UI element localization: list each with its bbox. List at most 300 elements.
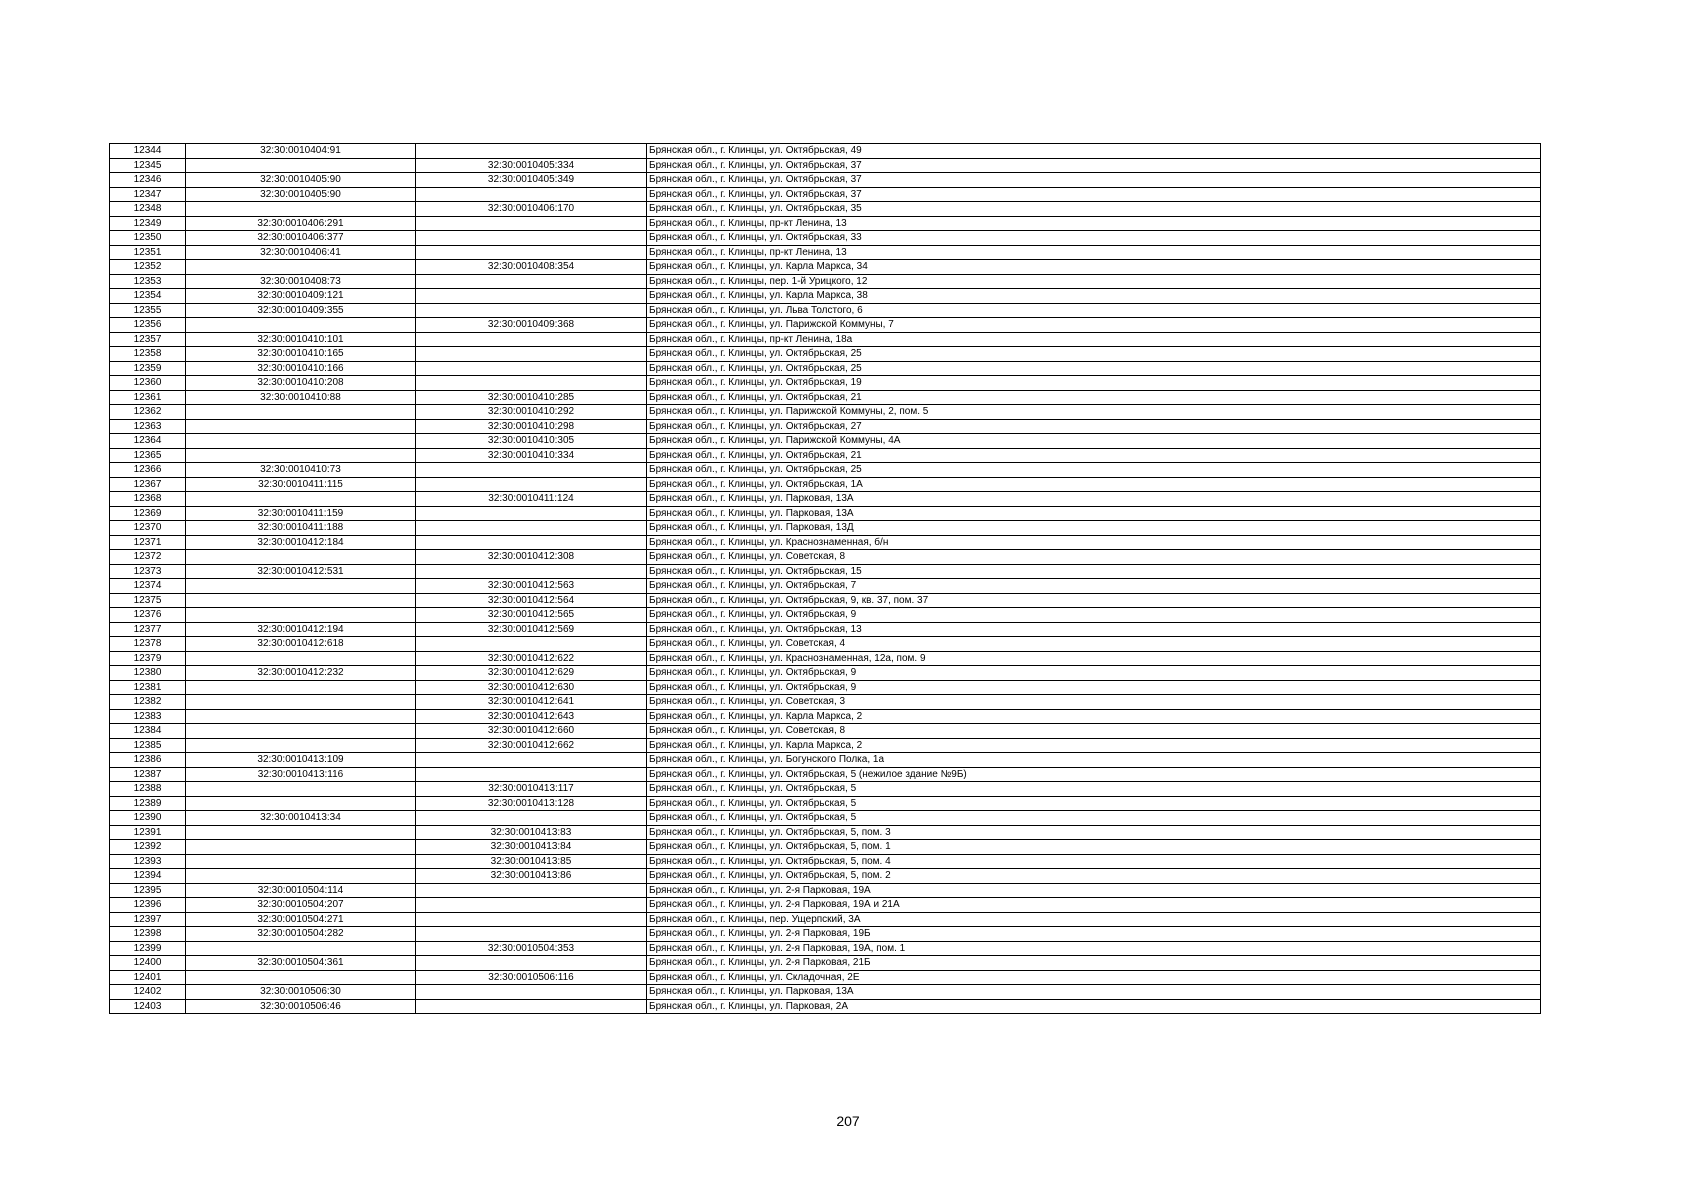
row-number-cell: 12357: [110, 332, 186, 347]
row-number-cell: 12360: [110, 376, 186, 391]
table-row: [110, 724, 1541, 739]
cadastral-number-cell: [186, 941, 416, 956]
row-number-cell: 12371: [110, 535, 186, 550]
table-row: [110, 782, 1541, 797]
table-row: [110, 608, 1541, 623]
address-cell: Брянская обл., г. Клинцы, ул. Парковая, 13А: [647, 985, 1541, 1000]
address-cell: Брянская обл., г. Клинцы, ул. Октябрьская, 9: [647, 666, 1541, 681]
address-cell: Брянская обл., г. Клинцы, ул. Октябрьская, 37: [647, 173, 1541, 188]
cadastral-number-cell: [186, 724, 416, 739]
related-cadastral-number-cell: [416, 521, 647, 536]
table-row: [110, 811, 1541, 826]
row-number-cell: 12353: [110, 274, 186, 289]
related-cadastral-number-cell: [416, 274, 647, 289]
row-number-cell: 12401: [110, 970, 186, 985]
row-number-cell: 12365: [110, 448, 186, 463]
cadastral-number-cell: [186, 680, 416, 695]
address-cell: Брянская обл., г. Клинцы, ул. Октябрьская, 9: [647, 680, 1541, 695]
table-row: [110, 492, 1541, 507]
table-row: [110, 593, 1541, 608]
address-cell: Брянская обл., г. Клинцы, ул. Складочная, 2Е: [647, 970, 1541, 985]
row-number-cell: 12389: [110, 796, 186, 811]
table-row: [110, 941, 1541, 956]
related-cadastral-number-cell: [416, 898, 647, 913]
row-number-cell: 12368: [110, 492, 186, 507]
table-row: [110, 738, 1541, 753]
cadastral-number-cell: [186, 782, 416, 797]
table-row: [110, 405, 1541, 420]
cadastral-number-cell: 32:30:0010413:109: [186, 753, 416, 768]
related-cadastral-number-cell: [416, 231, 647, 246]
cadastral-number-cell: 32:30:0010410:208: [186, 376, 416, 391]
table-row: [110, 999, 1541, 1014]
row-number-cell: 12375: [110, 593, 186, 608]
table-row: [110, 477, 1541, 492]
table-row: [110, 637, 1541, 652]
row-number-cell: 12392: [110, 840, 186, 855]
address-cell: Брянская обл., г. Клинцы, ул. Октябрьская, 9: [647, 608, 1541, 623]
related-cadastral-number-cell: [416, 216, 647, 231]
table-row: [110, 970, 1541, 985]
address-cell: Брянская обл., г. Клинцы, ул. 2-я Парковая, 19А, пом. 1: [647, 941, 1541, 956]
related-cadastral-number-cell: 32:30:0010413:85: [416, 854, 647, 869]
address-cell: Брянская обл., г. Клинцы, ул. Карла Маркса, 38: [647, 289, 1541, 304]
table-row: [110, 753, 1541, 768]
cadastral-number-cell: 32:30:0010405:90: [186, 173, 416, 188]
related-cadastral-number-cell: [416, 985, 647, 1000]
row-number-cell: 12395: [110, 883, 186, 898]
cadastral-number-cell: [186, 492, 416, 507]
row-number-cell: 12351: [110, 245, 186, 260]
address-cell: Брянская обл., г. Клинцы, ул. Октябрьская, 25: [647, 361, 1541, 376]
related-cadastral-number-cell: [416, 912, 647, 927]
cadastral-number-cell: 32:30:0010412:184: [186, 535, 416, 550]
cadastral-number-cell: 32:30:0010405:90: [186, 187, 416, 202]
related-cadastral-number-cell: [416, 463, 647, 478]
table-row: [110, 376, 1541, 391]
address-cell: Брянская обл., г. Клинцы, ул. 2-я Парковая, 19А и 21А: [647, 898, 1541, 913]
related-cadastral-number-cell: [416, 187, 647, 202]
row-number-cell: 12385: [110, 738, 186, 753]
cadastral-number-cell: [186, 651, 416, 666]
address-cell: Брянская обл., г. Клинцы, ул. Карла Маркса, 2: [647, 709, 1541, 724]
table-row: [110, 883, 1541, 898]
table-row: [110, 245, 1541, 260]
table-row: [110, 144, 1541, 159]
address-cell: Брянская обл., г. Клинцы, ул. Октябрьская, 21: [647, 448, 1541, 463]
row-number-cell: 12383: [110, 709, 186, 724]
related-cadastral-number-cell: 32:30:0010412:563: [416, 579, 647, 594]
address-cell: Брянская обл., г. Клинцы, ул. Октябрьская, 19: [647, 376, 1541, 391]
address-cell: Брянская обл., г. Клинцы, ул. Богунского Полка, 1а: [647, 753, 1541, 768]
row-number-cell: 12387: [110, 767, 186, 782]
address-cell: Брянская обл., г. Клинцы, ул. Октябрьская, 13: [647, 622, 1541, 637]
row-number-cell: 12344: [110, 144, 186, 159]
cadastral-number-cell: 32:30:0010406:377: [186, 231, 416, 246]
cadastral-number-cell: 32:30:0010504:282: [186, 927, 416, 942]
address-cell: Брянская обл., г. Клинцы, ул. Карла Маркса, 34: [647, 260, 1541, 275]
address-cell: Брянская обл., г. Клинцы, ул. Краснознаменная, б/н: [647, 535, 1541, 550]
row-number-cell: 12354: [110, 289, 186, 304]
cadastral-number-cell: 32:30:0010408:73: [186, 274, 416, 289]
related-cadastral-number-cell: 32:30:0010413:86: [416, 869, 647, 884]
row-number-cell: 12376: [110, 608, 186, 623]
table-row: [110, 927, 1541, 942]
related-cadastral-number-cell: [416, 637, 647, 652]
related-cadastral-number-cell: [416, 361, 647, 376]
cadastral-number-cell: 32:30:0010506:46: [186, 999, 416, 1014]
related-cadastral-number-cell: 32:30:0010412:641: [416, 695, 647, 710]
row-number-cell: 12379: [110, 651, 186, 666]
row-number-cell: 12374: [110, 579, 186, 594]
row-number-cell: 12346: [110, 173, 186, 188]
row-number-cell: 12403: [110, 999, 186, 1014]
row-number-cell: 12369: [110, 506, 186, 521]
address-cell: Брянская обл., г. Клинцы, ул. Октябрьская, 5: [647, 782, 1541, 797]
address-cell: Брянская обл., г. Клинцы, ул. Октябрьская, 25: [647, 347, 1541, 362]
cadastral-number-cell: 32:30:0010411:115: [186, 477, 416, 492]
cadastral-number-cell: 32:30:0010504:207: [186, 898, 416, 913]
related-cadastral-number-cell: [416, 332, 647, 347]
row-number-cell: 12393: [110, 854, 186, 869]
cadastral-number-cell: 32:30:0010413:34: [186, 811, 416, 826]
cadastral-number-cell: 32:30:0010504:114: [186, 883, 416, 898]
table-row: [110, 506, 1541, 521]
related-cadastral-number-cell: 32:30:0010412:565: [416, 608, 647, 623]
row-number-cell: 12380: [110, 666, 186, 681]
row-number-cell: 12370: [110, 521, 186, 536]
table-row: [110, 521, 1541, 536]
table-row: [110, 767, 1541, 782]
cadastral-number-cell: 32:30:0010412:232: [186, 666, 416, 681]
cadastral-number-cell: 32:30:0010411:188: [186, 521, 416, 536]
cadastral-number-cell: [186, 318, 416, 333]
row-number-cell: 12391: [110, 825, 186, 840]
table-row: [110, 463, 1541, 478]
address-cell: Брянская обл., г. Клинцы, ул. Октябрьская, 5: [647, 796, 1541, 811]
cadastral-number-cell: [186, 854, 416, 869]
related-cadastral-number-cell: 32:30:0010413:128: [416, 796, 647, 811]
cadastral-number-cell: [186, 550, 416, 565]
cadastral-number-cell: [186, 260, 416, 275]
related-cadastral-number-cell: 32:30:0010410:305: [416, 434, 647, 449]
row-number-cell: 12352: [110, 260, 186, 275]
table-row: [110, 651, 1541, 666]
related-cadastral-number-cell: [416, 506, 647, 521]
address-cell: Брянская обл., г. Клинцы, ул. Карла Маркса, 2: [647, 738, 1541, 753]
related-cadastral-number-cell: [416, 811, 647, 826]
cadastral-number-cell: 32:30:0010410:166: [186, 361, 416, 376]
cadastral-number-cell: 32:30:0010413:116: [186, 767, 416, 782]
address-cell: Брянская обл., г. Клинцы, ул. Октябрьская, 27: [647, 419, 1541, 434]
cadastral-number-cell: [186, 970, 416, 985]
cadastral-number-cell: [186, 796, 416, 811]
row-number-cell: 12396: [110, 898, 186, 913]
row-number-cell: 12364: [110, 434, 186, 449]
cadastral-number-cell: 32:30:0010504:271: [186, 912, 416, 927]
related-cadastral-number-cell: 32:30:0010405:334: [416, 158, 647, 173]
table-row: [110, 231, 1541, 246]
cadastral-number-cell: [186, 202, 416, 217]
row-number-cell: 12378: [110, 637, 186, 652]
table-row: [110, 332, 1541, 347]
address-cell: Брянская обл., г. Клинцы, ул. Советская, 3: [647, 695, 1541, 710]
related-cadastral-number-cell: [416, 753, 647, 768]
table-row: [110, 303, 1541, 318]
row-number-cell: 12349: [110, 216, 186, 231]
related-cadastral-number-cell: 32:30:0010405:349: [416, 173, 647, 188]
cadastral-number-cell: 32:30:0010409:121: [186, 289, 416, 304]
row-number-cell: 12362: [110, 405, 186, 420]
related-cadastral-number-cell: 32:30:0010412:564: [416, 593, 647, 608]
table-row: [110, 840, 1541, 855]
table-row: [110, 202, 1541, 217]
table-row: [110, 898, 1541, 913]
property-table-body: [110, 144, 1541, 1014]
row-number-cell: 12400: [110, 956, 186, 971]
address-cell: Брянская обл., г. Клинцы, ул. Советская, 4: [647, 637, 1541, 652]
address-cell: Брянская обл., г. Клинцы, ул. Октябрьская, 5, пом. 4: [647, 854, 1541, 869]
table-row: [110, 274, 1541, 289]
related-cadastral-number-cell: 32:30:0010410:285: [416, 390, 647, 405]
row-number-cell: 12347: [110, 187, 186, 202]
address-cell: Брянская обл., г. Клинцы, ул. Октябрьская, 5 (нежилое здание №9Б): [647, 767, 1541, 782]
related-cadastral-number-cell: [416, 245, 647, 260]
table-row: [110, 260, 1541, 275]
address-cell: Брянская обл., г. Клинцы, ул. Октябрьская, 25: [647, 463, 1541, 478]
row-number-cell: 12356: [110, 318, 186, 333]
cadastral-number-cell: [186, 738, 416, 753]
table-row: [110, 564, 1541, 579]
table-row: [110, 622, 1541, 637]
cadastral-number-cell: 32:30:0010504:361: [186, 956, 416, 971]
row-number-cell: 12345: [110, 158, 186, 173]
address-cell: Брянская обл., г. Клинцы, ул. Октябрьская, 7: [647, 579, 1541, 594]
page-number: 207: [836, 1113, 860, 1129]
related-cadastral-number-cell: [416, 535, 647, 550]
cadastral-number-cell: [186, 709, 416, 724]
cadastral-number-cell: 32:30:0010412:531: [186, 564, 416, 579]
address-cell: Брянская обл., г. Клинцы, ул. 2-я Парковая, 21Б: [647, 956, 1541, 971]
address-cell: Брянская обл., г. Клинцы, ул. Советская, 8: [647, 724, 1541, 739]
row-number-cell: 12386: [110, 753, 186, 768]
related-cadastral-number-cell: [416, 144, 647, 159]
row-number-cell: 12394: [110, 869, 186, 884]
related-cadastral-number-cell: 32:30:0010412:569: [416, 622, 647, 637]
table-row: [110, 158, 1541, 173]
row-number-cell: 12366: [110, 463, 186, 478]
address-cell: Брянская обл., г. Клинцы, ул. Октябрьская, 37: [647, 187, 1541, 202]
row-number-cell: 12377: [110, 622, 186, 637]
table-row: [110, 390, 1541, 405]
address-cell: Брянская обл., г. Клинцы, ул. Советская, 8: [647, 550, 1541, 565]
table-row: [110, 347, 1541, 362]
related-cadastral-number-cell: 32:30:0010412:660: [416, 724, 647, 739]
row-number-cell: 12363: [110, 419, 186, 434]
related-cadastral-number-cell: 32:30:0010412:630: [416, 680, 647, 695]
cadastral-number-cell: [186, 434, 416, 449]
address-cell: Брянская обл., г. Клинцы, ул. Парижской Коммуны, 4А: [647, 434, 1541, 449]
cadastral-number-cell: [186, 405, 416, 420]
property-table: [109, 143, 1541, 1014]
address-cell: Брянская обл., г. Клинцы, ул. Краснознаменная, 12а, пом. 9: [647, 651, 1541, 666]
table-row: [110, 956, 1541, 971]
cadastral-number-cell: 32:30:0010410:101: [186, 332, 416, 347]
row-number-cell: 12361: [110, 390, 186, 405]
address-cell: Брянская обл., г. Клинцы, ул. Октябрьская, 15: [647, 564, 1541, 579]
cadastral-number-cell: [186, 695, 416, 710]
cadastral-number-cell: 32:30:0010410:73: [186, 463, 416, 478]
related-cadastral-number-cell: [416, 883, 647, 898]
address-cell: Брянская обл., г. Клинцы, ул. Парижской Коммуны, 2, пом. 5: [647, 405, 1541, 420]
cadastral-number-cell: [186, 869, 416, 884]
related-cadastral-number-cell: 32:30:0010413:84: [416, 840, 647, 855]
related-cadastral-number-cell: [416, 376, 647, 391]
row-number-cell: 12381: [110, 680, 186, 695]
address-cell: Брянская обл., г. Клинцы, ул. 2-я Парковая, 19Б: [647, 927, 1541, 942]
cadastral-number-cell: 32:30:0010406:291: [186, 216, 416, 231]
cadastral-number-cell: 32:30:0010409:355: [186, 303, 416, 318]
related-cadastral-number-cell: [416, 303, 647, 318]
row-number-cell: 12382: [110, 695, 186, 710]
related-cadastral-number-cell: [416, 927, 647, 942]
table-row: [110, 289, 1541, 304]
related-cadastral-number-cell: 32:30:0010408:354: [416, 260, 647, 275]
cadastral-number-cell: [186, 825, 416, 840]
address-cell: Брянская обл., г. Клинцы, пр-кт Ленина, 13: [647, 216, 1541, 231]
related-cadastral-number-cell: 32:30:0010413:117: [416, 782, 647, 797]
address-cell: Брянская обл., г. Клинцы, ул. Октябрьская, 5, пом. 1: [647, 840, 1541, 855]
address-cell: Брянская обл., г. Клинцы, ул. Парковая, 13А: [647, 492, 1541, 507]
related-cadastral-number-cell: [416, 999, 647, 1014]
address-cell: Брянская обл., г. Клинцы, ул. Парковая, 13Д: [647, 521, 1541, 536]
related-cadastral-number-cell: [416, 347, 647, 362]
row-number-cell: 12390: [110, 811, 186, 826]
address-cell: Брянская обл., г. Клинцы, ул. Октябрьская, 49: [647, 144, 1541, 159]
table-row: [110, 869, 1541, 884]
table-row: [110, 796, 1541, 811]
cadastral-number-cell: 32:30:0010410:165: [186, 347, 416, 362]
row-number-cell: 12388: [110, 782, 186, 797]
table-row: [110, 695, 1541, 710]
related-cadastral-number-cell: 32:30:0010409:368: [416, 318, 647, 333]
table-row: [110, 448, 1541, 463]
address-cell: Брянская обл., г. Клинцы, ул. Парковая, 2А: [647, 999, 1541, 1014]
cadastral-number-cell: [186, 579, 416, 594]
row-number-cell: 12355: [110, 303, 186, 318]
table-row: [110, 854, 1541, 869]
related-cadastral-number-cell: 32:30:0010410:334: [416, 448, 647, 463]
related-cadastral-number-cell: 32:30:0010406:170: [416, 202, 647, 217]
related-cadastral-number-cell: [416, 289, 647, 304]
row-number-cell: 12358: [110, 347, 186, 362]
cadastral-number-cell: 32:30:0010404:91: [186, 144, 416, 159]
row-number-cell: 12398: [110, 927, 186, 942]
address-cell: Брянская обл., г. Клинцы, пер. 1-й Урицкого, 12: [647, 274, 1541, 289]
row-number-cell: 12350: [110, 231, 186, 246]
cadastral-number-cell: 32:30:0010412:194: [186, 622, 416, 637]
related-cadastral-number-cell: 32:30:0010410:292: [416, 405, 647, 420]
address-cell: Брянская обл., г. Клинцы, ул. Октябрьская, 5, пом. 3: [647, 825, 1541, 840]
table-row: [110, 419, 1541, 434]
table-row: [110, 173, 1541, 188]
row-number-cell: 12399: [110, 941, 186, 956]
address-cell: Брянская обл., г. Клинцы, ул. Октябрьская, 9, кв. 37, пом. 37: [647, 593, 1541, 608]
related-cadastral-number-cell: [416, 564, 647, 579]
related-cadastral-number-cell: 32:30:0010506:116: [416, 970, 647, 985]
related-cadastral-number-cell: 32:30:0010504:353: [416, 941, 647, 956]
cadastral-number-cell: [186, 158, 416, 173]
row-number-cell: 12372: [110, 550, 186, 565]
related-cadastral-number-cell: [416, 956, 647, 971]
address-cell: Брянская обл., г. Клинцы, ул. Парковая, 13А: [647, 506, 1541, 521]
cadastral-number-cell: [186, 448, 416, 463]
row-number-cell: 12373: [110, 564, 186, 579]
cadastral-number-cell: [186, 419, 416, 434]
address-cell: Брянская обл., г. Клинцы, ул. Октябрьская, 33: [647, 231, 1541, 246]
table-row: [110, 187, 1541, 202]
table-row: [110, 318, 1541, 333]
address-cell: Брянская обл., г. Клинцы, ул. Льва Толстого, 6: [647, 303, 1541, 318]
cadastral-number-cell: 32:30:0010410:88: [186, 390, 416, 405]
related-cadastral-number-cell: 32:30:0010412:622: [416, 651, 647, 666]
table-row: [110, 985, 1541, 1000]
related-cadastral-number-cell: 32:30:0010411:124: [416, 492, 647, 507]
table-row: [110, 535, 1541, 550]
related-cadastral-number-cell: 32:30:0010412:662: [416, 738, 647, 753]
table-row: [110, 434, 1541, 449]
related-cadastral-number-cell: 32:30:0010410:298: [416, 419, 647, 434]
table-row: [110, 216, 1541, 231]
related-cadastral-number-cell: [416, 767, 647, 782]
related-cadastral-number-cell: [416, 477, 647, 492]
cadastral-number-cell: [186, 593, 416, 608]
row-number-cell: 12348: [110, 202, 186, 217]
related-cadastral-number-cell: 32:30:0010412:308: [416, 550, 647, 565]
address-cell: Брянская обл., г. Клинцы, ул. Октябрьская, 37: [647, 158, 1541, 173]
cadastral-number-cell: 32:30:0010411:159: [186, 506, 416, 521]
row-number-cell: 12384: [110, 724, 186, 739]
address-cell: Брянская обл., г. Клинцы, ул. Парижской Коммуны, 7: [647, 318, 1541, 333]
cadastral-number-cell: [186, 608, 416, 623]
row-number-cell: 12367: [110, 477, 186, 492]
row-number-cell: 12359: [110, 361, 186, 376]
address-cell: Брянская обл., г. Клинцы, ул. Октябрьская, 1А: [647, 477, 1541, 492]
table-row: [110, 579, 1541, 594]
cadastral-number-cell: [186, 840, 416, 855]
address-cell: Брянская обл., г. Клинцы, пр-кт Ленина, 13: [647, 245, 1541, 260]
table-row: [110, 361, 1541, 376]
table-row: [110, 709, 1541, 724]
related-cadastral-number-cell: 32:30:0010413:83: [416, 825, 647, 840]
address-cell: Брянская обл., г. Клинцы, ул. Октябрьская, 5, пом. 2: [647, 869, 1541, 884]
table-row: [110, 666, 1541, 681]
address-cell: Брянская обл., г. Клинцы, ул. Октябрьская, 5: [647, 811, 1541, 826]
address-cell: Брянская обл., г. Клинцы, пр-кт Ленина, 18а: [647, 332, 1541, 347]
address-cell: Брянская обл., г. Клинцы, ул. Октябрьская, 35: [647, 202, 1541, 217]
row-number-cell: 12397: [110, 912, 186, 927]
table-row: [110, 680, 1541, 695]
related-cadastral-number-cell: 32:30:0010412:629: [416, 666, 647, 681]
row-number-cell: 12402: [110, 985, 186, 1000]
cadastral-number-cell: 32:30:0010406:41: [186, 245, 416, 260]
cadastral-number-cell: 32:30:0010506:30: [186, 985, 416, 1000]
table-row: [110, 550, 1541, 565]
address-cell: Брянская обл., г. Клинцы, ул. Октябрьская, 21: [647, 390, 1541, 405]
address-cell: Брянская обл., г. Клинцы, ул. 2-я Парковая, 19А: [647, 883, 1541, 898]
cadastral-number-cell: 32:30:0010412:618: [186, 637, 416, 652]
table-row: [110, 912, 1541, 927]
